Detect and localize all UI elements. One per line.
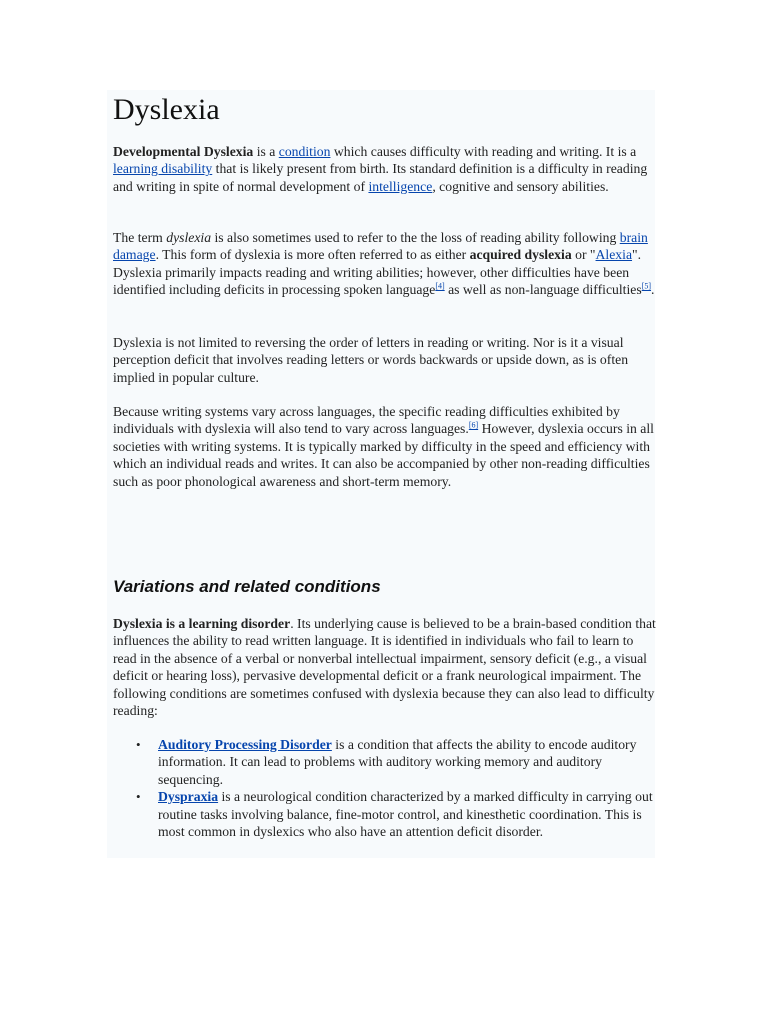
bullet: • xyxy=(136,737,141,752)
link-auditory-processing-disorder[interactable]: Auditory Processing Disorder xyxy=(158,737,332,752)
section-heading: Variations and related conditions xyxy=(113,577,381,596)
bold-term: Developmental Dyslexia xyxy=(113,144,254,159)
text-run: The term xyxy=(113,230,167,245)
reference-5[interactable]: [5] xyxy=(641,281,652,291)
reference-4[interactable]: [4] xyxy=(435,281,445,291)
term-paragraph xyxy=(113,229,658,299)
learning-disorder-paragraph xyxy=(113,615,658,719)
italic-term: dyslexia xyxy=(166,230,212,245)
intro-paragraph xyxy=(113,143,658,195)
text-run: ". Dyslexia primarily impacts reading and writing abilities; however, other difficulties have been identified including deficits in processing spoken language xyxy=(113,247,642,298)
reference-6[interactable]: [6] xyxy=(468,420,479,430)
link-intelligence[interactable]: intelligence xyxy=(368,178,433,194)
related-conditions-list xyxy=(136,736,658,840)
text-run: is a condition that affects the ability to encode auditory information. It can lead to problems with auditory working memory and auditory sequencing. xyxy=(158,737,637,787)
text-run: is also sometimes used to refer to the the loss of reading ability following xyxy=(211,230,620,245)
link-learning-disability[interactable]: learning disability xyxy=(113,161,213,177)
languages-paragraph xyxy=(113,403,658,490)
bold-term: Dyslexia is a learning disorder xyxy=(113,616,291,631)
page-title: Dyslexia xyxy=(113,93,220,126)
bullet: • xyxy=(136,789,141,805)
link-condition[interactable]: condition xyxy=(278,144,331,159)
text-run: or " xyxy=(571,247,596,263)
text-run: which causes difficulty with reading and writing. It is a xyxy=(330,144,637,159)
list-item xyxy=(136,736,658,788)
text-run: is a xyxy=(253,144,279,159)
misconception-paragraph: Dyslexia is not limited to reversing the order of letters in reading or writing. Nor is it a visual perception deficit that involves reading letters or words backwards or upside down, as is often implied in popular culture. xyxy=(113,335,629,385)
text-run: . xyxy=(651,282,655,298)
text-run: is a neurological condition characterized by a marked difficulty in carrying out routine tasks involving balance, fine-motor control, and kinesthetic coordination. This is most common in dyslexics who also have an attention deficit disorder. xyxy=(158,789,653,840)
text-run: that is likely present from birth. Its standard definition is a difficulty in reading and writing in spite of normal development of xyxy=(113,161,648,194)
bold-term: acquired dyslexia xyxy=(469,247,572,263)
text-run: . Its underlying cause is believed to be a brain-based condition that influences the ability to read written language. It is identified in individuals who fail to learn to read in the absence of a verbal or nonverbal intellectual impairment, sensory deficit (e.g., a visual deficit or hearing loss), pervasive developmental deficit or a frank neurological impairment. The following conditions are sometimes confused with dyslexia because they can also lead to difficulty reading: xyxy=(113,616,656,719)
link-dyspraxia[interactable]: Dyspraxia xyxy=(158,789,219,805)
text-run: as well as non-language difficulties xyxy=(444,282,642,298)
text-run: However, dyslexia occurs in all societies with writing systems. It is typically marked by difficulty in the speed and efficiency with which an individual reads and writes. It can also be accompanied by other non-reading difficulties such as poor phonological awareness and short-term memory. xyxy=(113,421,654,489)
text-run: , cognitive and sensory abilities. xyxy=(432,178,609,194)
link-alexia[interactable]: Alexia xyxy=(595,247,633,263)
list-item xyxy=(136,788,658,840)
link-brain-damage[interactable]: brain damage xyxy=(113,230,648,263)
text-run: . This form of dyslexia is more often referred to as either xyxy=(155,247,470,263)
text-run: Because writing systems vary across languages, the specific reading difficulties exhibited by individuals with dyslexia will also tend to vary across languages. xyxy=(113,404,620,437)
